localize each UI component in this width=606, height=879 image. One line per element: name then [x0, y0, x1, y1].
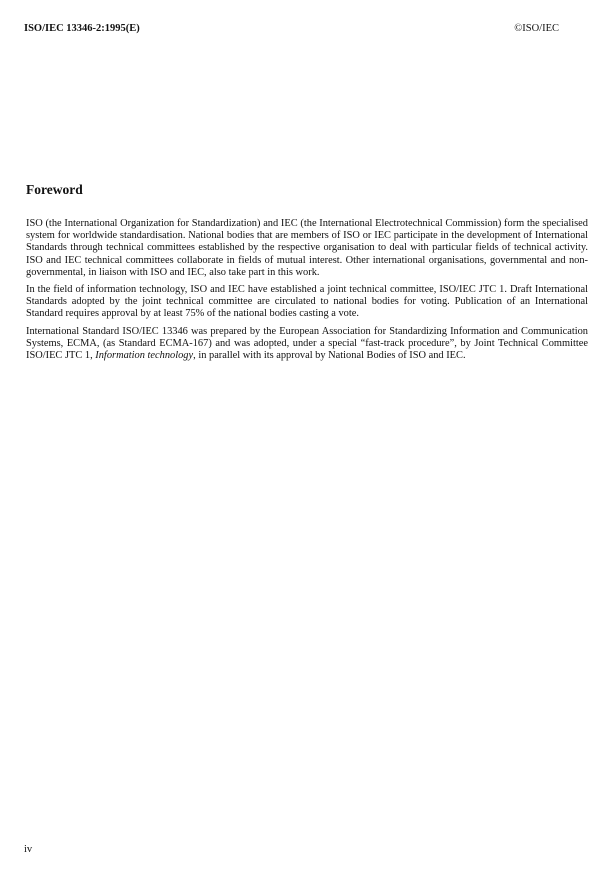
foreword-body	[26, 218, 588, 367]
document-id: ISO/IEC 13346-2:1995(E)	[24, 23, 140, 34]
section-title: Foreword	[26, 182, 83, 197]
paragraph-3-text-b: , in parallel with its approval by National Bodies of ISO and IEC.	[193, 350, 466, 362]
paragraph-1: ISO (the International Organization for Standardization) and IEC (the International Electrotechnical Commission) form the specialised system for worldwide standardisation. National bodies that are members of ISO or IEC participate in the development of International Standards through technical committees established by the respective organisation to deal with particular fields of technical activity. ISO and IEC technical committees collaborate in fields of mutual interest. Other international organisations, governmental and non-governmental, in liaison with ISO and IEC, also take part in this work.	[26, 218, 588, 278]
paragraph-3-text-a: International Standard ISO/IEC 13346 was prepared by the European Association for Standardizing Information and Communication Systems, ECMA, (as Standard ECMA-167) and was adopted, under a special “fast-track procedure”, by Joint Technical Committee ISO/IEC JTC 1,	[26, 325, 588, 362]
page-number: iv	[24, 844, 33, 855]
paragraph-3-italic: Information technology	[95, 350, 194, 362]
copyright-notice: ©ISO/IEC	[514, 23, 559, 34]
paragraph-3	[26, 326, 588, 363]
paragraph-2: In the field of information technology, ISO and IEC have established a joint technical committee, ISO/IEC JTC 1. Draft International Standards adopted by the joint technical committee are circulated to national bodies for voting. Publication of an International Standard requires approval by at least 75% of the national bodies casting a vote.	[26, 284, 588, 320]
